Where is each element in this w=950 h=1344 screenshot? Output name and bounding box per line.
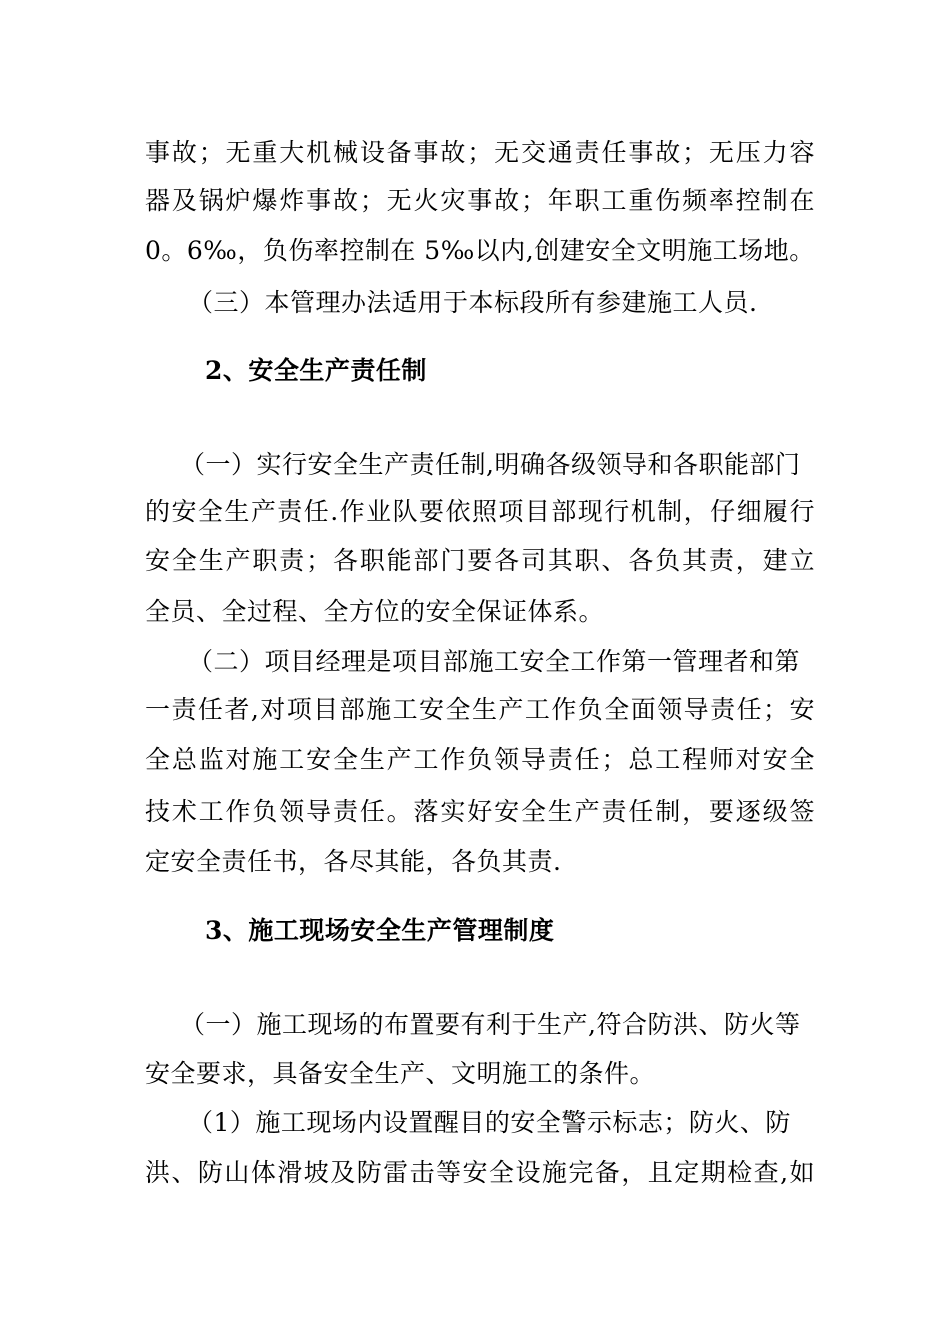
- text-line: （三）本管理办法适用于本标段所有参建施工人员.: [188, 288, 758, 317]
- text-line: 的安全生产责任.作业队要依照项目部现行机制，仔细履行: [145, 497, 815, 526]
- text-line: 0。6‰，负伤率控制在 5‰以内,创建安全文明施工场地。: [145, 236, 815, 265]
- text-line: （一）实行安全生产责任制,明确各级领导和各职能部门: [180, 450, 801, 479]
- text-line: 定安全责任书，各尽其能，各负其责.: [145, 847, 562, 876]
- text-line: （1）施工现场内设置醒目的安全警示标志；防火、防: [188, 1108, 791, 1137]
- text-line: 洪、防山体滑坡及防雷击等安全设施完备，且定期检查,如: [145, 1158, 815, 1187]
- text-line: 器及锅炉爆炸事故；无火灾事故；年职工重伤频率控制在: [145, 186, 815, 215]
- text-line: （一）施工现场的布置要有利于生产,符合防洪、防火等: [180, 1010, 801, 1039]
- text-line: 安全生产职责；各职能部门要各司其职、各负其责，建立: [145, 546, 815, 575]
- section-heading: 2、安全生产责任制: [205, 356, 427, 385]
- text-line: 事故；无重大机械设备事故；无交通责任事故；无压力容: [145, 138, 815, 167]
- text-line: 全员、全过程、全方位的安全保证体系。: [145, 597, 605, 626]
- text-line: 技术工作负领导责任。落实好安全生产责任制，要逐级签: [145, 797, 815, 826]
- text-line: 全总监对施工安全生产工作负领导责任；总工程师对安全: [145, 745, 815, 774]
- text-line: （二）项目经理是项目部施工安全工作第一管理者和第: [188, 647, 801, 676]
- text-line: 安全要求，具备安全生产、文明施工的条件。: [145, 1059, 656, 1088]
- section-heading: 3、施工现场安全生产管理制度: [205, 916, 555, 945]
- text-line: 一责任者,对项目部施工安全生产工作负全面领导责任；安: [145, 695, 815, 724]
